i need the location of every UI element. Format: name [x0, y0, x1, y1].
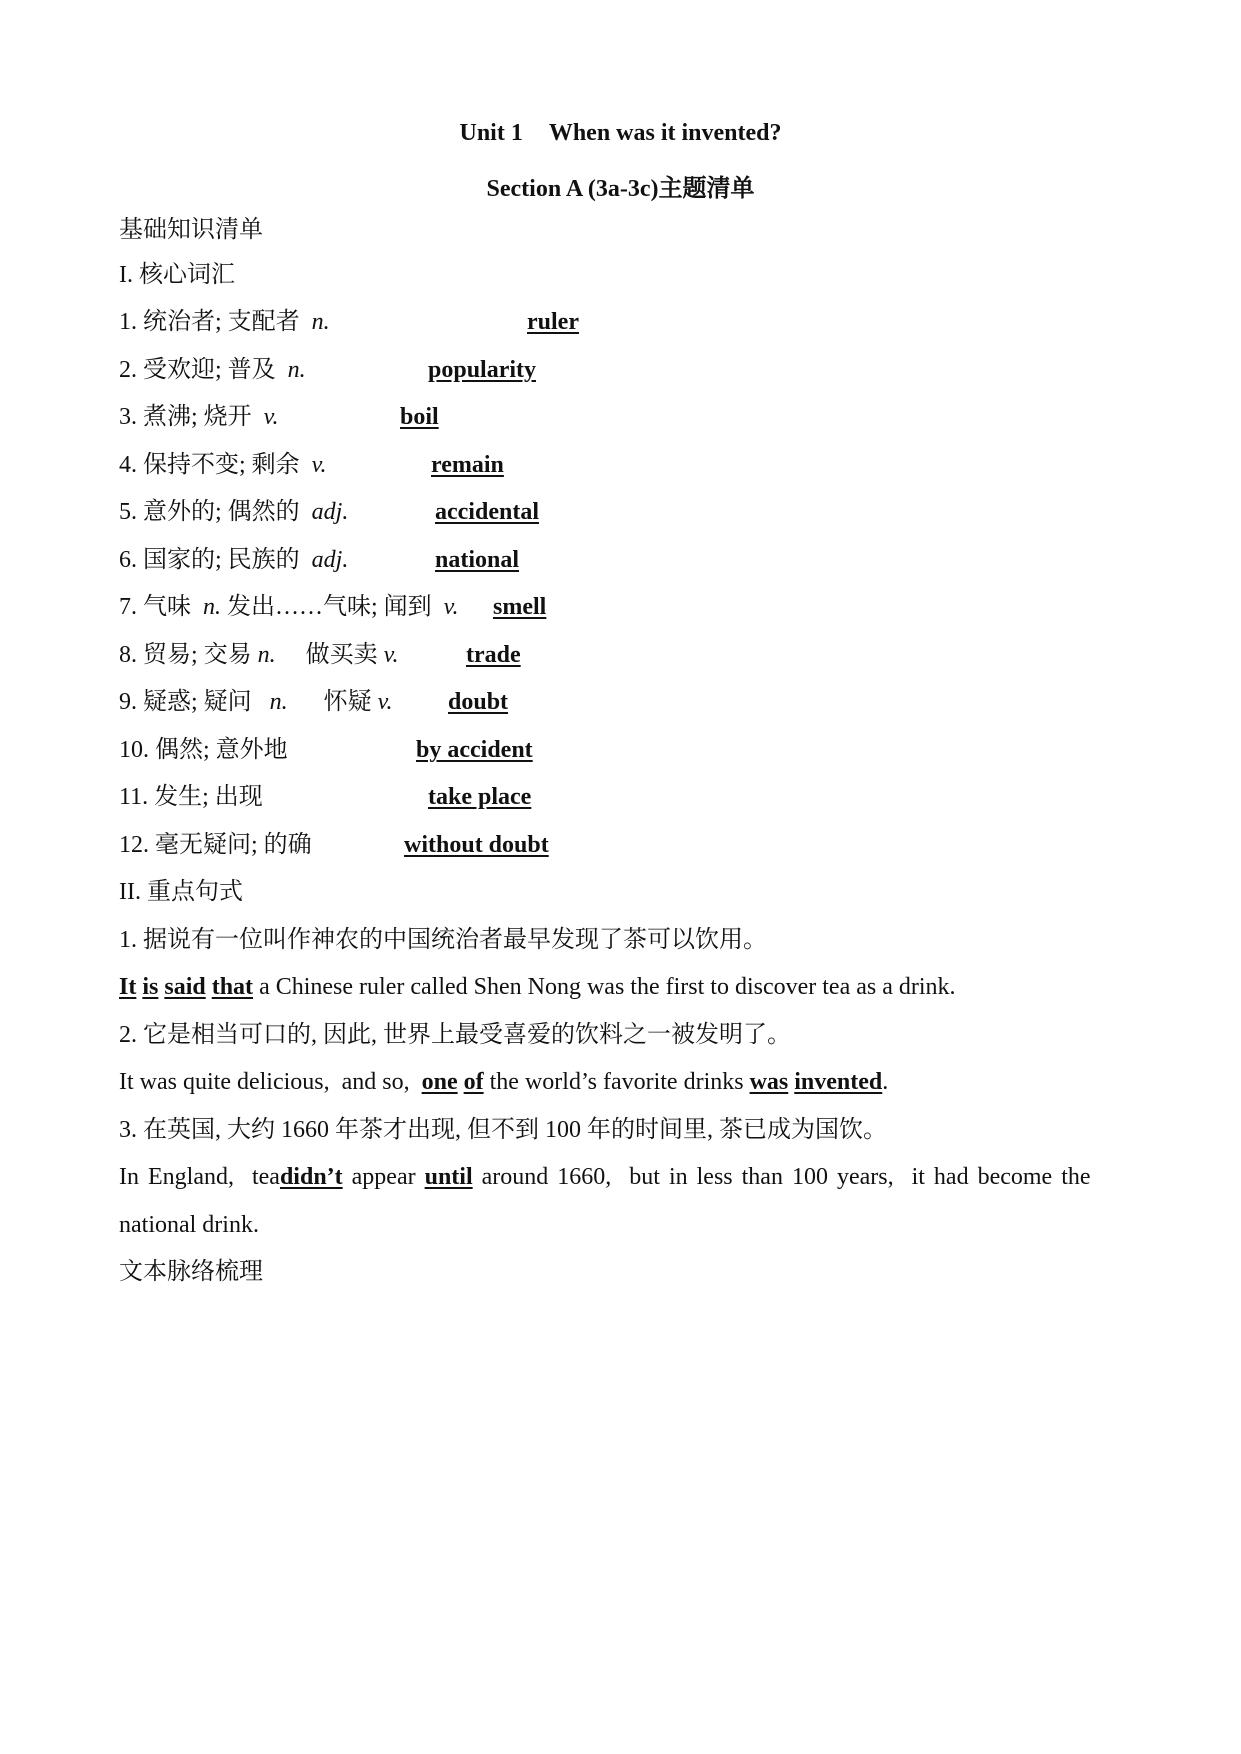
sentence-1-blank-3: said [164, 974, 206, 1000]
vocab-heading: I. 核心词汇 [119, 262, 235, 288]
unit-question: When was it invented? [548, 120, 782, 146]
sentence-1-blank-2: is [142, 974, 159, 1000]
vocab-answer-1: ruler [527, 309, 579, 335]
vocab-answer-10: by accident [416, 737, 533, 763]
vocab-answer-9: doubt [448, 689, 509, 715]
vocab-answer-12: without doubt [404, 832, 549, 858]
vocab-answer-5: accidental [435, 499, 539, 525]
sentence-2-blank-4: invented [794, 1069, 883, 1095]
section-title: Section A (3a-3c)主题清单 [486, 176, 755, 202]
sentence-2-blank-1: one [421, 1069, 458, 1095]
sentence-1-blank-1: It [119, 974, 137, 1000]
vocab-item-4: 4. 保持不变; 剩余 v. [119, 452, 327, 478]
vocab-item-5: 5. 意外的; 偶然的 adj. [119, 499, 349, 525]
vocab-answer-4: remain [431, 452, 504, 478]
sentence-2-blank-2: of [463, 1069, 484, 1095]
vocab-answer-7: smell [493, 594, 547, 620]
sentence-3-blank-2: until [424, 1164, 473, 1190]
sentence-3-cn: 3. 在英国, 大约 1660 年茶才出现, 但不到 100 年的时间里, 茶已成为国饮。 [119, 1117, 887, 1143]
vocab-answer-8: trade [466, 642, 521, 668]
unit-title [0, 120, 1241, 147]
vocab-item-2: 2. 受欢迎; 普及 n. [119, 357, 306, 383]
sentences-heading: II. 重点句式 [119, 879, 243, 905]
vocab-answer-6: national [435, 547, 520, 573]
sentence-2-blank-3: was [749, 1069, 789, 1095]
sentence-3-en: In England, teadidn’t appear until around 1660, but in less than 100 years, it had become the [119, 1164, 1091, 1190]
basics-heading: 基础知识清单 [119, 217, 263, 243]
vocab-item-6: 6. 国家的; 民族的 adj. [119, 547, 349, 573]
vocab-answer-3: boil [400, 404, 439, 430]
sentence-1-cn: 1. 据说有一位叫作神农的中国统治者最早发现了茶可以饮用。 [119, 927, 767, 953]
vocab-item-7: 7. 气味 n. 发出……气味; 闻到 v. [119, 594, 459, 620]
vocab-item-12: 12. 毫无疑问; 的确 [119, 832, 312, 858]
vocab-answer-2: popularity [428, 357, 537, 383]
sentence-1-blank-4: that [211, 974, 254, 1000]
vocab-answer-11: take place [428, 784, 532, 810]
vocab-item-8: 8. 贸易; 交易 n. 做买卖 v. [119, 642, 399, 668]
sentence-3-en-line-2: national drink. [119, 1212, 259, 1238]
vocab-item-11: 11. 发生; 出现 [119, 784, 263, 810]
vocab-item-3: 3. 煮沸; 烧开 v. [119, 404, 279, 430]
sentence-3-blank-1: didn’t [279, 1164, 343, 1190]
vocab-item-1: 1. 统治者; 支配者 n. [119, 309, 330, 335]
sentence-2-en: It was quite delicious, and so, one of the world’s favorite drinks was invented. [119, 1069, 889, 1095]
sentence-2-cn: 2. 它是相当可口的, 因此, 世界上最受喜爱的饮料之一被发明了。 [119, 1022, 791, 1048]
vocab-item-9: 9. 疑惑; 疑问 n. 怀疑 v. [119, 689, 393, 715]
text-outline-heading: 文本脉络梳理 [119, 1259, 263, 1285]
sentence-1-en: It is said that a Chinese ruler called Shen Nong was the first to discover tea as a drink. [119, 974, 956, 1000]
vocab-item-10: 10. 偶然; 意外地 [119, 737, 288, 763]
unit-label: Unit 1 [459, 120, 523, 146]
